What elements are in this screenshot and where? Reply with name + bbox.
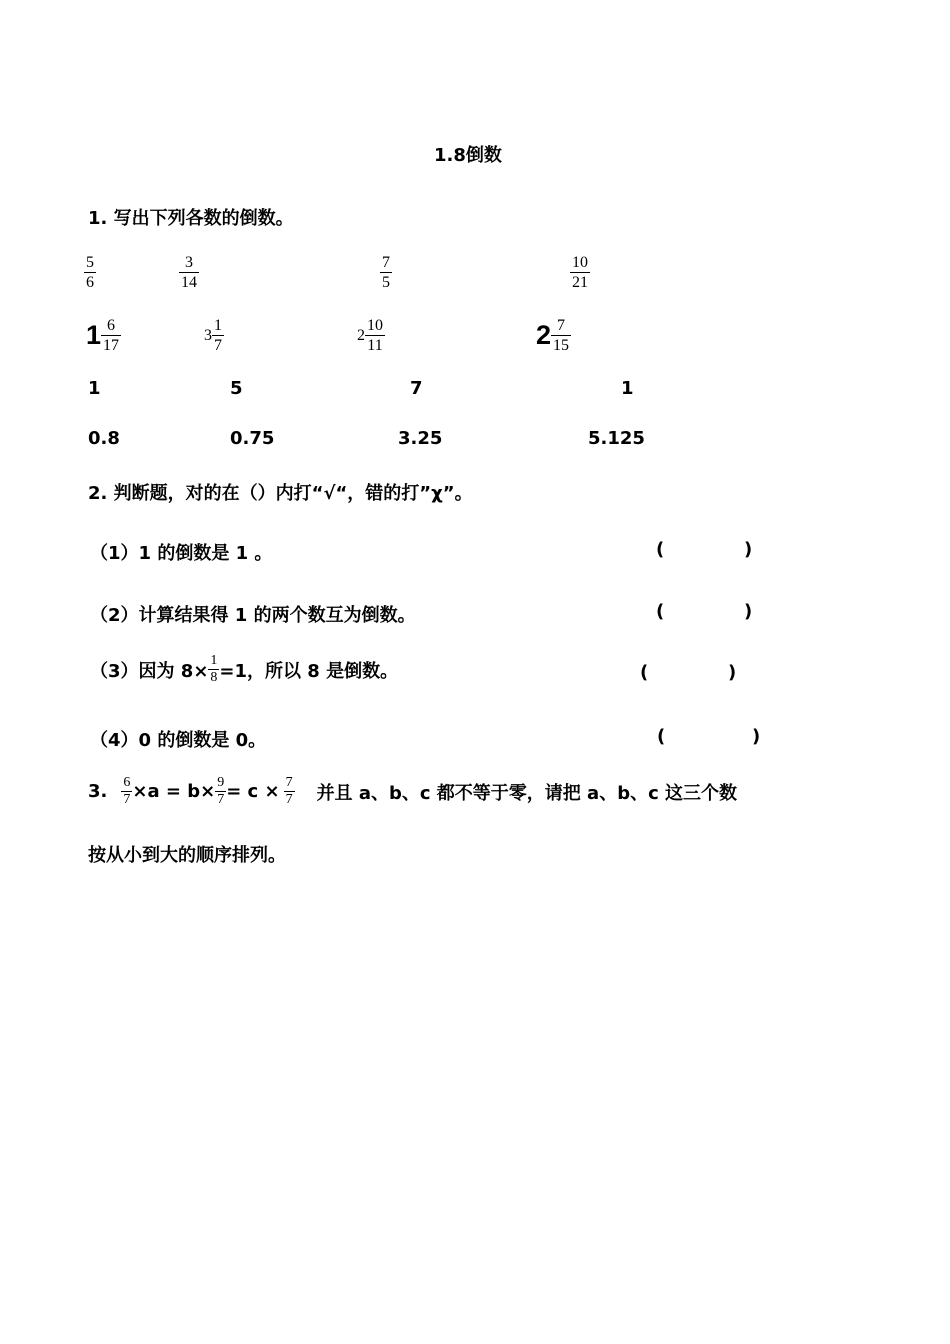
q2-item-4: （4）0 的倒数是 0。 [90, 730, 267, 751]
q3-fraction-1: $\frac{6}{7}$ [123, 775, 131, 807]
q1-row3-item-4: 1 [621, 378, 634, 399]
q3-line-1: 3. $\frac{6}{7}$ ×a = b× $\frac{9}{7}$ = c × $\frac{7}{7}$ 并且 a、b、c 都不等于零，请把 a、b、c 这三个数 [88, 775, 738, 807]
q1-row2-item-3: 2 $\frac{10}{11}$ [357, 317, 383, 354]
q1-row4-item-1: 0.8 [88, 428, 120, 449]
q1-row4-item-4: 5.125 [588, 428, 645, 449]
q1-row2-item-1: 1 $\frac{6}{17}$ [86, 317, 120, 354]
q2-item-1: （1）1 的倒数是 1 。 [90, 543, 273, 564]
q1-row4-item-2: 0.75 [230, 428, 275, 449]
q2-item-3-fraction: $\frac{1}{8}$ [210, 653, 218, 685]
q2-item-3-paren-open: ( [640, 662, 649, 683]
q1-row4-item-3: 3.25 [398, 428, 443, 449]
q2-item-3-paren-close: ) [728, 662, 737, 683]
q1-row1-item-2: $\frac{3}{14}$ [181, 254, 197, 291]
q1-row2-item-4: 2 $\frac{7}{15}$ [536, 317, 570, 354]
q2-heading: 2. 判断题，对的在（）内打“√“，错的打”χ”。 [88, 483, 473, 504]
page-title: 1.8倒数 [434, 145, 502, 166]
q1-row2-item-2: 3 $\frac{1}{7}$ [204, 317, 222, 354]
q1-row3-item-2: 5 [230, 378, 243, 399]
q1-row1-item-1: $\frac{5}{6}$ [86, 254, 94, 291]
q1-row1-item-4: $\frac{10}{21}$ [572, 254, 588, 291]
q2-item-4-paren-open: ( [657, 726, 666, 747]
q1-row1-item-3: $\frac{7}{5}$ [382, 254, 390, 291]
q3-fraction-2: $\frac{9}{7}$ [217, 775, 225, 807]
q2-item-2: （2）计算结果得 1 的两个数互为倒数。 [90, 605, 416, 626]
q2-item-2-paren-open: ( [656, 601, 665, 622]
q1-row3-item-1: 1 [88, 378, 101, 399]
q2-item-3: （3）因为 8× $\frac{1}{8}$ =1，所以 8 是倒数。 [90, 653, 399, 685]
q2-item-4-paren-close: ) [752, 726, 761, 747]
q1-heading: 1. 写出下列各数的倒数。 [88, 208, 294, 229]
q2-item-1-paren-close: ) [744, 539, 753, 560]
q1-row3-item-3: 7 [410, 378, 423, 399]
q2-item-2-paren-close: ) [744, 601, 753, 622]
q3-line-2: 按从小到大的顺序排列。 [88, 845, 286, 866]
q3-fraction-3: $\frac{7}{7}$ [285, 775, 293, 807]
q2-item-1-paren-open: ( [656, 539, 665, 560]
